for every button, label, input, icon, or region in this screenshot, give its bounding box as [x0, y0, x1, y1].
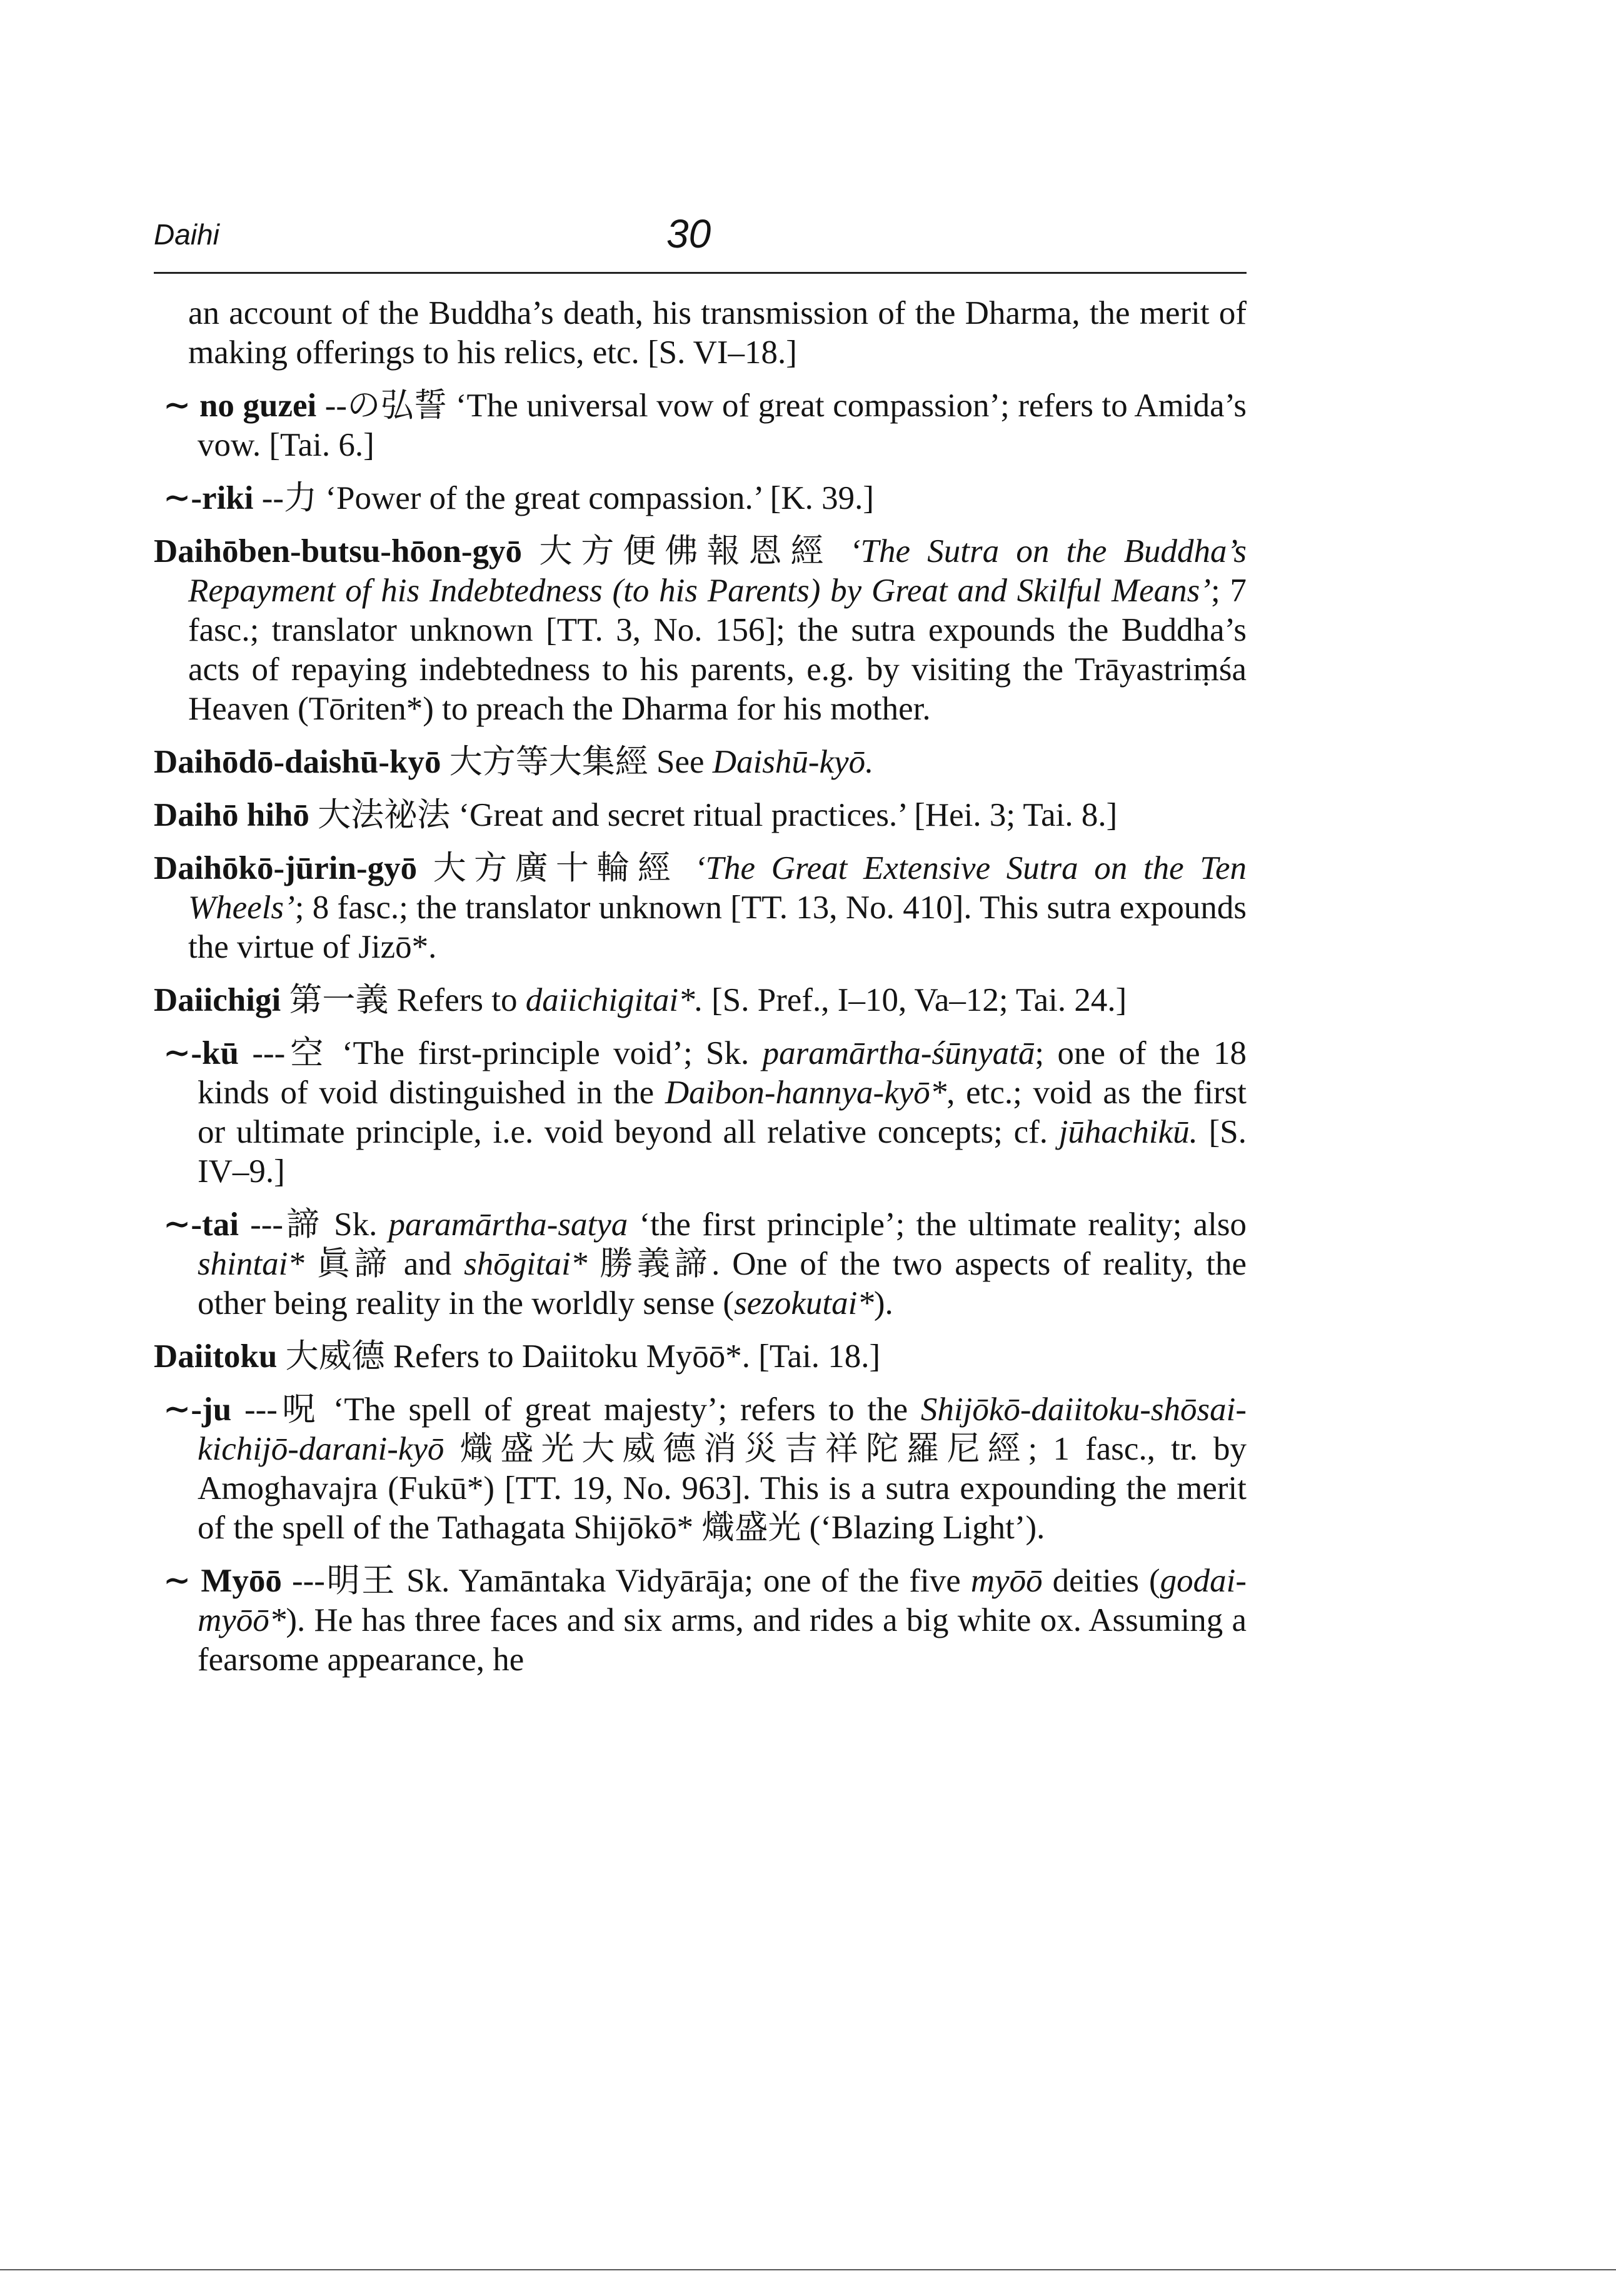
italic-term: Shijōkō-daiitoku-shōsai-kichijō-darani-kyō [198, 1391, 1247, 1467]
entry-headword: Daihōkō-jūrin-gyō [154, 850, 418, 886]
entry-text: 大威德 Refers to Daiitoku Myōō*. [Tai. 18.] [277, 1338, 881, 1375]
bottom-rule [0, 2269, 1616, 2270]
page-number: 30 [666, 211, 711, 256]
entry-text: , etc.; void as the first or ultimate principle, i.e. void beyond all relative concepts; cf. [198, 1075, 1247, 1150]
entry-headword: ∼-kū [163, 1035, 239, 1071]
italic-term: jūhachikū. [1058, 1114, 1198, 1150]
sub-entry [154, 479, 1247, 518]
entry-text: 大方便佛報恩經 [522, 533, 850, 569]
sub-entry [154, 1034, 1247, 1191]
entry-text: ; 7 fasc.; translator unknown [TT. 3, No. 156]; the sutra expounds the Buddha’s acts of repaying indebtedness to his parents, e.g. by visiting the Trāyastriṃśa Heaven (Tōriten*) to preach the Dharma for his mother. [188, 573, 1247, 727]
entry-text: --の弘誓 ‘The universal vow of great compassion’; refers to Amida’s vow. [Tai. 6.] [198, 388, 1247, 463]
entry-headword: ∼ Myōō [163, 1563, 282, 1599]
entry-text: 大方等大集經 See [441, 744, 713, 780]
dictionary-entry [154, 743, 1247, 782]
dictionary-entry [154, 532, 1247, 729]
dictionary-entry [154, 796, 1247, 835]
italic-term: Daibon-hannya-kyō* [665, 1075, 947, 1111]
italic-term: Daishū-kyō. [712, 744, 874, 780]
entry-headword: ∼ no guzei [163, 388, 317, 424]
entry-text: ). [873, 1285, 893, 1321]
italic-term: daiichigitai*. [525, 982, 703, 1018]
dictionary-entries [154, 294, 1247, 1693]
entry-text: ; 8 fasc.; the translator unknown [TT. 13, No. 410]. This sutra expounds the virtue of Jizō*. [188, 890, 1247, 965]
italic-term: godai-myōō* [198, 1563, 1247, 1638]
italic-term: sezokutai* [734, 1285, 874, 1321]
entry-headword: ∼-tai [163, 1206, 239, 1243]
entry-text: ‘the first principle’; the ultimate reality; also [628, 1206, 1247, 1243]
entry-text: ---呪 ‘The spell of great majesty’; refers to the [231, 1391, 921, 1428]
entry-headword: Daihō hihō [154, 797, 309, 833]
italic-term: ‘The Great Extensive Sutra on the Ten Wheels’ [188, 850, 1247, 926]
entry-text: ---空 ‘The first-principle void’; Sk. [239, 1035, 763, 1071]
entry-text: 熾盛光大威德消災吉祥陀羅尼經; 1 fasc., tr. by Amoghavajra (Fukū*) [TT. 19, No. 963]. This is a sutra expounding the merit of the spell of the Tathagata Shijōkō* 熾盛光 (‘Blazing Light’). [198, 1431, 1247, 1546]
italic-term: ‘The Sutra on the Buddha’s Repayment of his Indebtedness (to his Parents) by Great and Skilful Means’ [188, 533, 1247, 609]
italic-term: paramārtha-śūnyatā [762, 1035, 1035, 1071]
running-head [154, 213, 1247, 274]
entry-text: 第一義 Refers to [281, 982, 526, 1018]
sub-entry [154, 386, 1247, 465]
entry-text: ---明王 Sk. Yamāntaka Vidyārāja; one of the five [281, 1563, 971, 1599]
entry-text: an account of the Buddha’s death, his transmission of the Dharma, the merit of making offerings to his relics, etc. [S. VI–18.] [188, 295, 1247, 371]
entry-headword: ∼-riki [163, 480, 254, 516]
entry-text: ). He has three faces and six arms, and rides a big white ox. Assuming a fearsome appearance, he [198, 1602, 1247, 1678]
entry-text: deities ( [1042, 1563, 1160, 1599]
italic-term: myōō [970, 1563, 1043, 1599]
entry-text: 勝義諦. One of the two aspects of reality, the other being reality in the worldly sense ( [198, 1246, 1247, 1321]
entry-headword: Daiichigi [154, 982, 281, 1018]
entry-text: ---諦 Sk. [238, 1206, 389, 1243]
italic-term: shōgitai* [464, 1246, 588, 1282]
entry-text: ; one of the 18 kinds of void distinguished in the [198, 1035, 1247, 1111]
sub-entry [154, 1390, 1247, 1548]
entry-text: --力 ‘Power of the great compassion.’ [K. 39.] [253, 480, 874, 516]
sub-entry [154, 1205, 1247, 1323]
sub-entry [154, 1562, 1247, 1680]
entry-headword: Daihōben-butsu-hōon-gyō [154, 533, 523, 569]
entry-text: [S. IV–9.] [198, 1114, 1247, 1190]
entry-headword: Daihōdō-daishū-kyō [154, 744, 441, 780]
running-head-word: Daihi [154, 218, 219, 251]
entry-headword: Daiitoku [154, 1338, 278, 1375]
entry-text: 大法祕法 ‘Great and secret ritual practices.’ [Hei. 3; Tai. 8.] [309, 797, 1118, 833]
dictionary-entry [154, 849, 1247, 967]
italic-term: shintai* [198, 1246, 304, 1282]
entry-continuation [154, 294, 1247, 373]
italic-term: paramārtha-satya [388, 1206, 628, 1243]
entry-headword: ∼-ju [163, 1391, 232, 1428]
entry-text: 眞諦 and [304, 1246, 464, 1282]
dictionary-entry [154, 981, 1247, 1020]
entry-text: [S. Pref., I–10, Va–12; Tai. 24.] [703, 982, 1127, 1018]
dictionary-entry [154, 1337, 1247, 1376]
entry-text: 大方廣十輪經 [417, 850, 695, 886]
